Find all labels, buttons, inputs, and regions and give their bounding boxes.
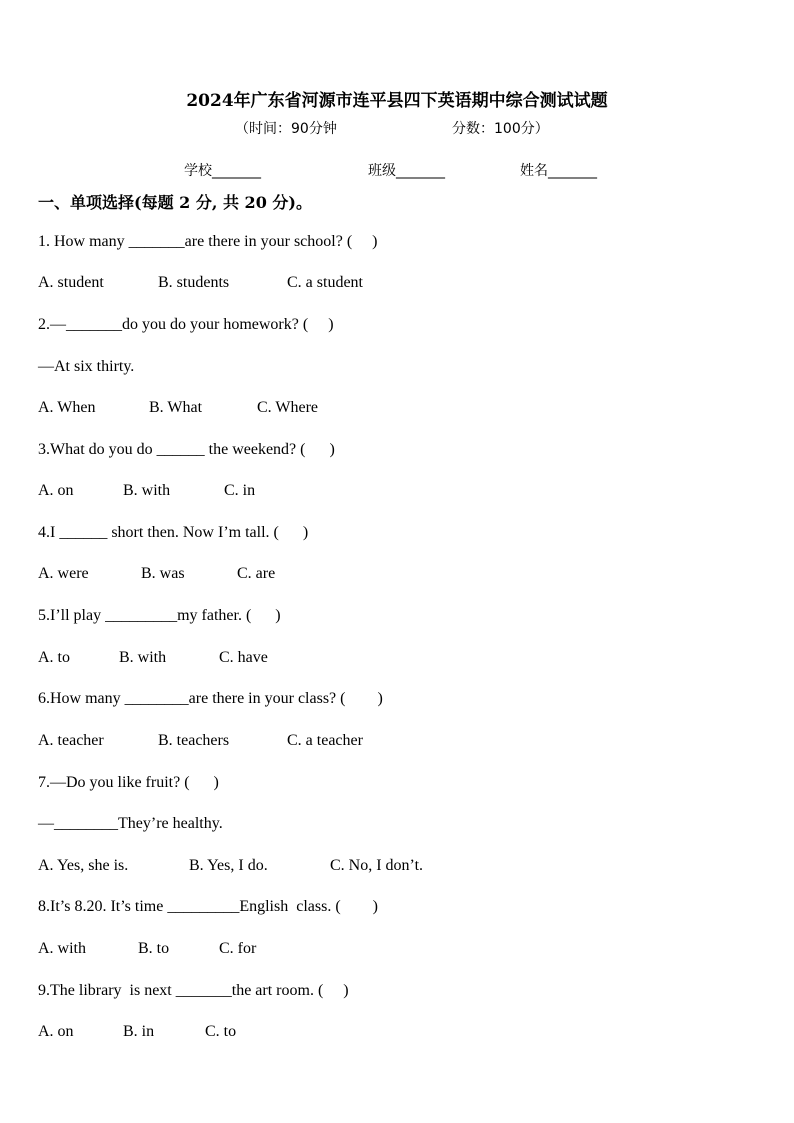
question-2-option-b: B. What: [149, 399, 203, 416]
class-field: 班级_______: [368, 163, 445, 179]
question-2-stem: 2.—_______do you do your homework? ( ): [38, 316, 334, 333]
question-7-extra: —________They’re healthy.: [38, 815, 223, 832]
question-1-option-a: A. student: [38, 274, 104, 291]
exam-title: 2024年广东省河源市连平县四下英语期中综合测试试题: [186, 91, 608, 111]
exam-score: 分数：100分）: [452, 121, 549, 137]
name-field: 姓名_______: [520, 163, 597, 179]
question-4-option-c: C. are: [237, 565, 276, 582]
question-6-option-c: C. a teacher: [287, 732, 363, 749]
question-2-option-c: C. Where: [257, 399, 319, 416]
school-field: 学校_______: [184, 163, 261, 179]
question-3-stem: 3.What do you do ______ the weekend? ( ): [38, 441, 335, 458]
question-6-option-a: A. teacher: [38, 732, 104, 749]
question-6-option-b: B. teachers: [158, 732, 230, 749]
question-5-option-a: A. to: [38, 649, 70, 666]
question-1-option-b: B. students: [158, 274, 230, 291]
question-8-option-a: A. with: [38, 940, 86, 957]
question-1-stem: 1. How many _______are there in your school? ( ): [38, 233, 378, 250]
question-9-stem: 9.The library is next _______the art room. ( ): [38, 982, 349, 999]
question-8-option-c: C. for: [219, 940, 257, 957]
question-8-option-b: B. to: [138, 940, 170, 957]
question-3-option-c: C. in: [224, 482, 256, 499]
question-5-option-c: C. have: [219, 649, 268, 666]
question-9-option-a: A. on: [38, 1023, 74, 1040]
question-2-option-a: A. When: [38, 399, 96, 416]
question-1-option-c: C. a student: [287, 274, 363, 291]
question-3-option-a: A. on: [38, 482, 74, 499]
question-6-stem: 6.How many ________are there in your class? ( ): [38, 690, 383, 707]
question-7-stem: 7.—Do you like fruit? ( ): [38, 774, 219, 791]
section-heading: 一、单项选择(每题 2 分, 共 20 分)。: [38, 193, 312, 212]
question-2-extra: —At six thirty.: [38, 358, 135, 375]
question-4-stem: 4.I ______ short then. Now I’m tall. ( ): [38, 524, 309, 541]
question-7-option-c: C. No, I don’t.: [330, 857, 424, 874]
question-8-stem: 8.It’s 8.20. It’s time _________English class. ( ): [38, 898, 378, 915]
question-4-option-b: B. was: [141, 565, 185, 582]
question-4-option-a: A. were: [38, 565, 89, 582]
question-5-option-b: B. with: [119, 649, 167, 666]
question-3-option-b: B. with: [123, 482, 171, 499]
question-9-option-c: C. to: [205, 1023, 237, 1040]
question-9-option-b: B. in: [123, 1023, 155, 1040]
question-7-option-b: B. Yes, I do.: [189, 857, 268, 874]
question-5-stem: 5.I’ll play _________my father. ( ): [38, 607, 281, 624]
exam-time: （时间：90分钟: [235, 121, 337, 137]
question-7-option-a: A. Yes, she is.: [38, 857, 129, 874]
